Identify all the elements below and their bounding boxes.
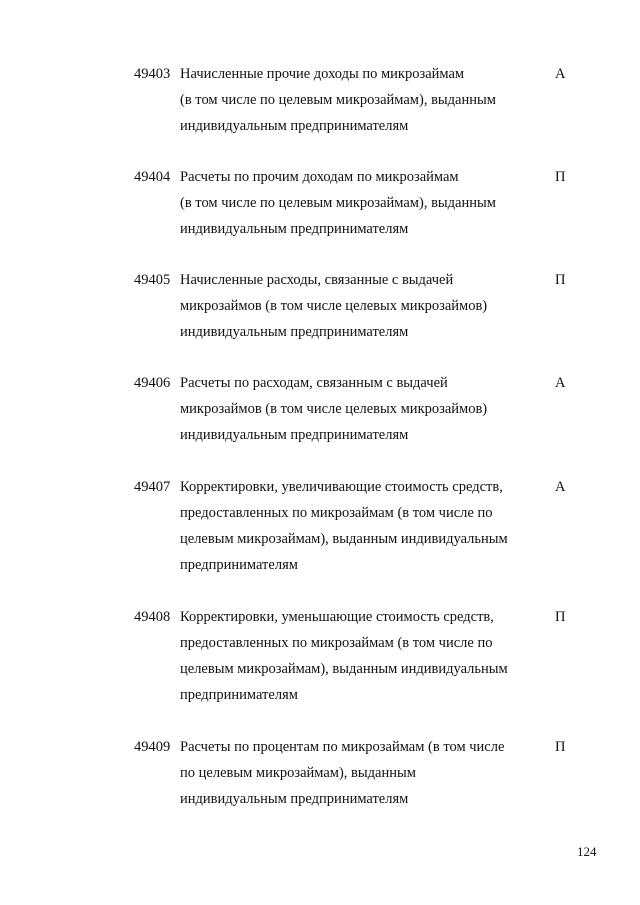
description-line: Расчеты по расходам, связанным с выдачей (180, 375, 448, 391)
description-line: (в том числе по целевым микрозаймам), выданным (180, 195, 496, 211)
account-type: П (555, 739, 566, 755)
account-type: П (555, 609, 566, 625)
account-type: А (555, 66, 566, 82)
description-line: индивидуальным предпринимателям (180, 118, 409, 134)
account-type: А (555, 479, 566, 495)
account-code: 49409 (134, 739, 171, 755)
description-line: предпринимателям (180, 557, 298, 573)
description-line: микрозаймов (в том числе целевых микрозаймов) (180, 298, 488, 314)
account-type: П (555, 272, 566, 288)
description-line: индивидуальным предпринимателям (180, 427, 409, 443)
description-line: предоставленных по микрозаймам (в том числе по (180, 635, 493, 651)
account-code: 49403 (134, 66, 171, 82)
description-line: Корректировки, увеличивающие стоимость средств, (180, 479, 503, 495)
account-type: А (555, 375, 566, 391)
description-line: индивидуальным предпринимателям (180, 324, 409, 340)
account-code: 49406 (134, 375, 171, 391)
description-line: Начисленные расходы, связанные с выдачей (180, 272, 454, 288)
account-code: 49405 (134, 272, 171, 288)
description-line: целевым микрозаймам), выданным индивидуальным (180, 531, 508, 547)
account-description (180, 604, 540, 708)
account-description (180, 164, 540, 242)
account-code: 49404 (134, 169, 171, 185)
page-number: 124 (577, 844, 597, 859)
description-line: Расчеты по процентам по микрозаймам (в том числе (180, 739, 505, 755)
description-line: Начисленные прочие доходы по микрозаймам (180, 66, 465, 82)
description-line: Расчеты по прочим доходам по микрозаймам (180, 169, 459, 185)
description-line: микрозаймов (в том числе целевых микрозаймов) (180, 401, 488, 417)
account-code: 49408 (134, 609, 171, 625)
description-line: целевым микрозаймам), выданным индивидуальным (180, 661, 508, 677)
description-line: индивидуальным предпринимателям (180, 791, 409, 807)
description-line: предпринимателям (180, 687, 298, 703)
account-code: 49407 (134, 479, 171, 495)
description-line: по целевым микрозаймам), выданным (180, 765, 416, 781)
description-line: индивидуальным предпринимателям (180, 221, 409, 237)
account-type: П (555, 169, 566, 185)
account-description (180, 734, 540, 812)
account-description (180, 267, 540, 345)
description-line: (в том числе по целевым микрозаймам), выданным (180, 92, 496, 108)
account-description (180, 61, 540, 139)
description-line: предоставленных по микрозаймам (в том числе по (180, 505, 493, 521)
description-line: Корректировки, уменьшающие стоимость средств, (180, 609, 494, 625)
account-description (180, 474, 540, 578)
account-description (180, 370, 540, 448)
